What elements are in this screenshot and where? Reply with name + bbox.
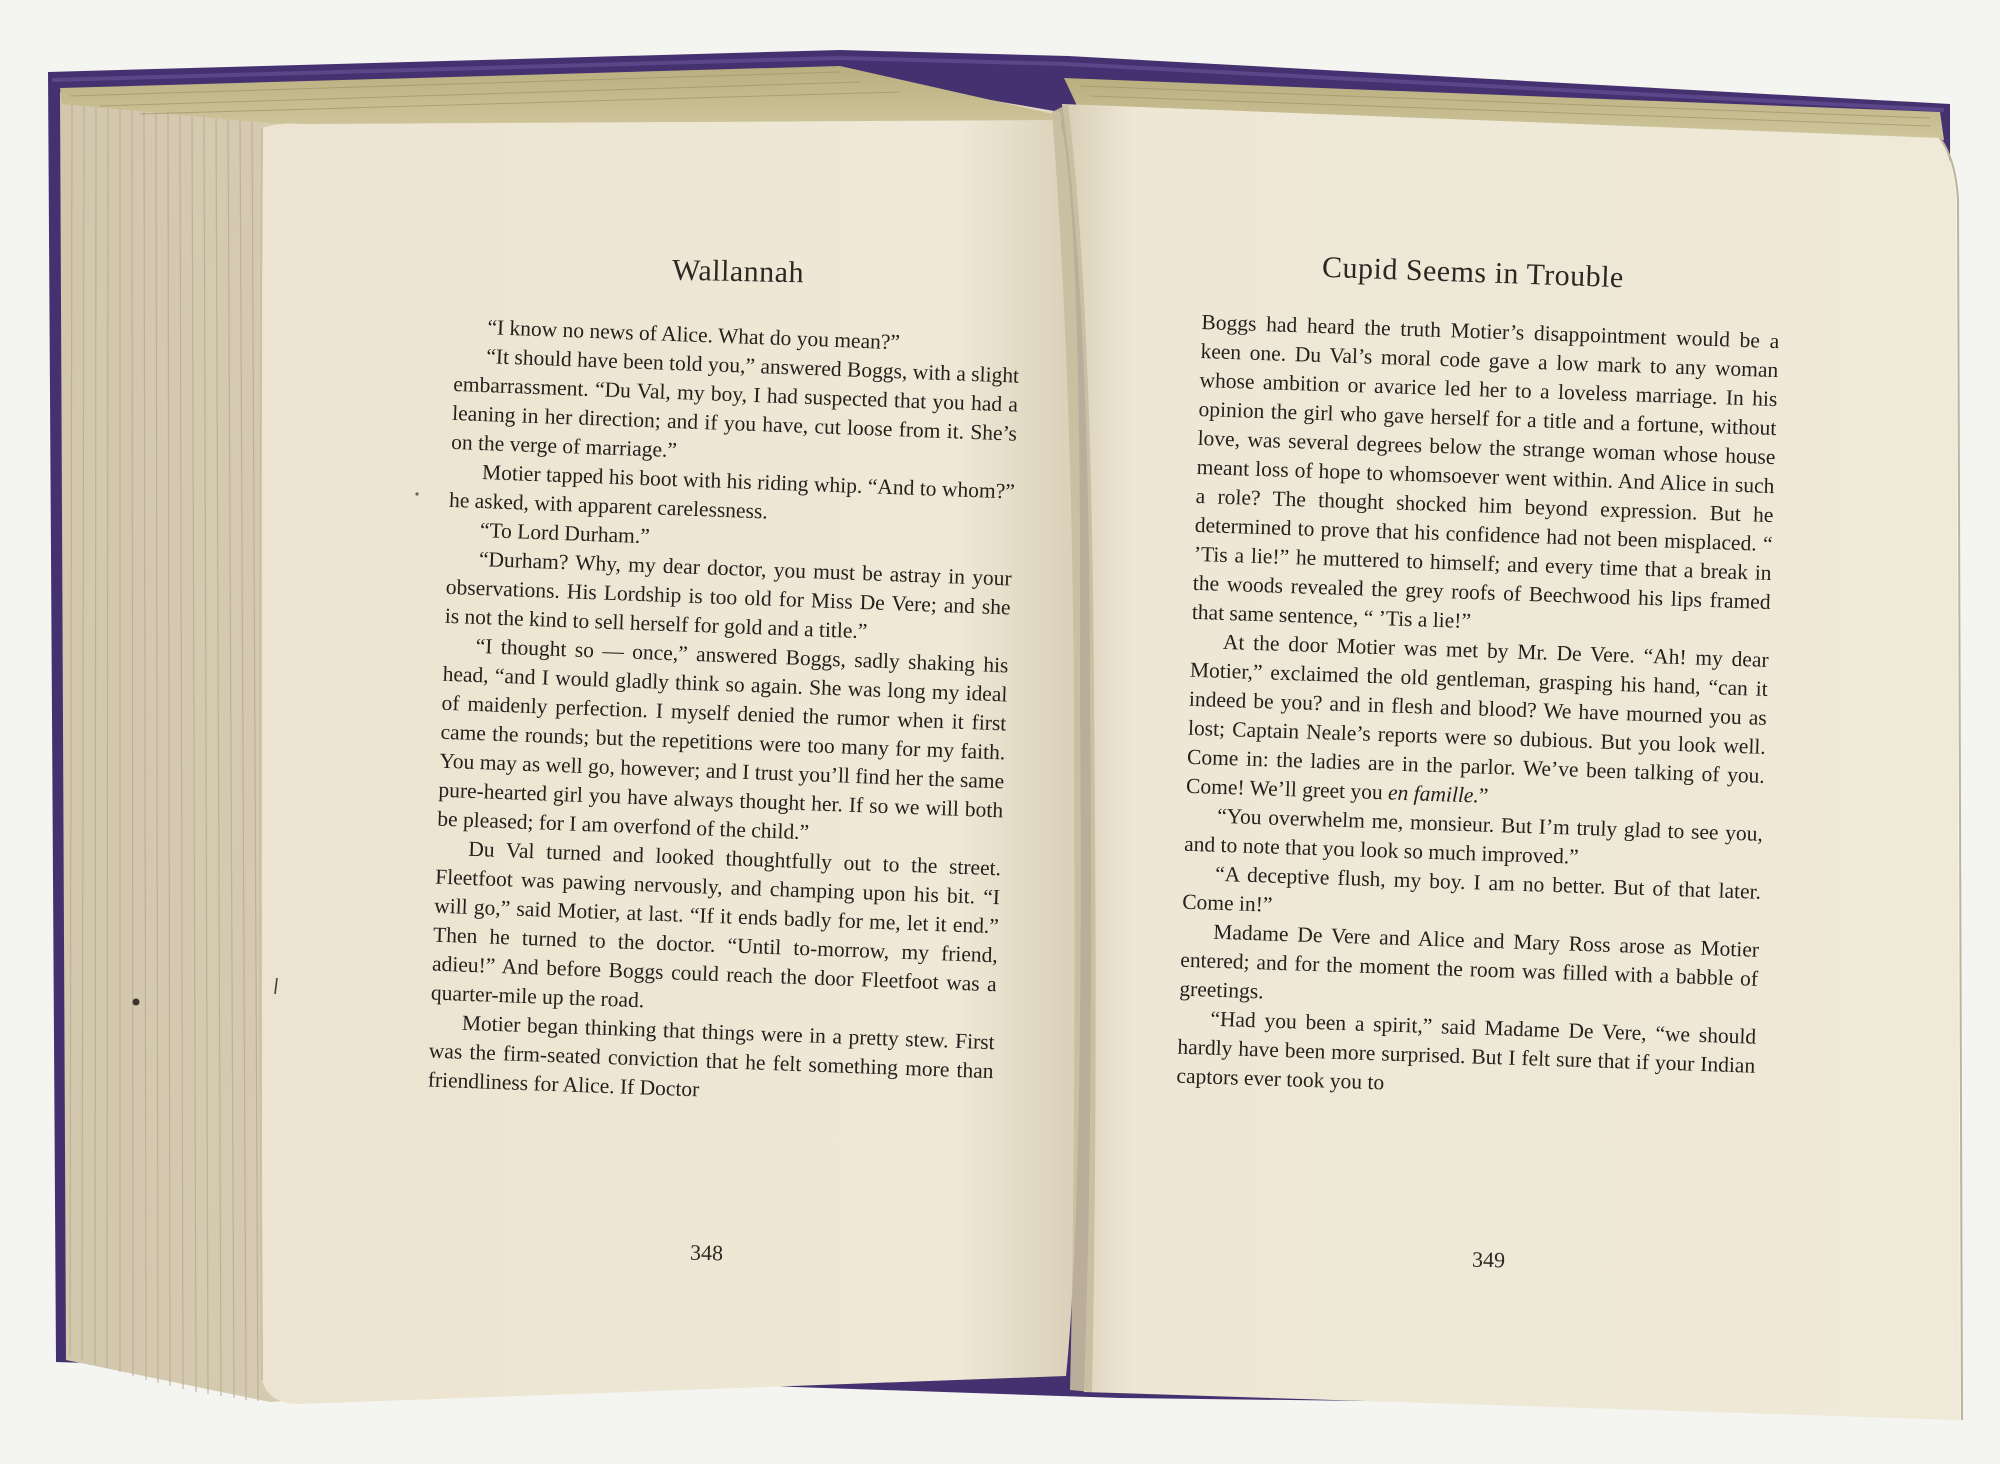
paragraph: “Had you been a spirit,” said Madame De Vere, “we should hardly have been more surprised. But I felt sure that if your Indian captors ever took you to xyxy=(1176,1006,1757,1095)
running-head-right: Cupid Seems in Trouble xyxy=(1321,250,1625,295)
paragraph-text: At the door Motier was met by Mr. De Vere. “Ah! my dear Motier,” exclaimed the old gentleman, grasping his hand, “can it indeed be you? and in flesh and blood? We have mourned you as lost; Captain Neale’s reports were so dubious. But you look well. Come in: the ladies are in the parlor. We’ve been talking of you. Come! We’ll greet you xyxy=(1185,629,1770,805)
paragraph: “I know no news of Alice. What do you mean?” xyxy=(487,315,901,355)
paragraph: “A deceptive flush, my boy. I am no better. But of that later. Come in!” xyxy=(1181,861,1762,917)
paragraph: Motier began thinking that things were in a pretty stew. First was the firm-seated conviction that he felt something more than friendliness for Alice. If Doctor xyxy=(427,1010,996,1102)
paragraph: “To Lord Durham.” xyxy=(479,518,651,549)
paragraph: “You overwhelm me, monsieur. But I’m truly glad to see you, and to note that you look so much improved.” xyxy=(1183,803,1764,869)
page-number-right: 349 xyxy=(1471,1246,1506,1273)
ink-speck xyxy=(133,999,140,1006)
paragraph: Madame De Vere and Alice and Mary Ross arose as Motier entered; and for the moment the room was filled with a babble of greetings. xyxy=(1179,919,1760,1004)
paragraph: “Durham? Why, my dear doctor, you must be astray in your observations. His Lordship is too old for Miss De Vere; and she is not the kind to sell herself for gold and a title.” xyxy=(444,547,1013,644)
left-page-body xyxy=(427,312,1020,1115)
paragraph: Motier tapped his boot with his riding whip. “And to whom?” he asked, with apparent carelessness. xyxy=(448,460,1016,524)
running-head-left: Wallannah xyxy=(671,253,805,290)
paragraph: “It should have been told you,” answered Boggs, with a slight embarrassment. “Du Val, my boy, I had suspected that you had a leaning in her direction; and if you have, cut loose from it. She’s on the verge of marriage.” xyxy=(450,344,1020,463)
page-number-left: 348 xyxy=(689,1239,724,1266)
italic-phrase: en famille. xyxy=(1387,780,1480,808)
paragraph: Du Val turned and looked thoughtfully out to the street. Fleetfoot was pawing nervously, and champing upon his bit. “I will go,” said Motier, at last. “If it ends badly for me, let it end.” Then he turned to the doctor. “Until to-morrow, my friend, adieu!” And before Boggs could reach the door Fleetfoot was a quarter-mile up the road. xyxy=(430,836,1002,1013)
paragraph: “I thought so — once,” answered Boggs, sadly shaking his head, “and I would gladly think so again. She was long my ideal of maidenly perfection. I myself denied the rumor when it first came the rounds; but the repetitions were too many for my faith. You may as well go, however; and I trust you’ll find her the same pure-hearted girl you have always thought her. If so we will both be pleased; for I am overfond of the child.” xyxy=(436,633,1009,845)
paragraph-continuation: Boggs had heard the truth Motier’s disappointment would be a keen one. Du Val’s moral code gave a low mark to any woman whose ambition or avarice led her to a loveless marriage. In his opinion the girl who gave herself for a title and a fortune, without love, was several degrees below the strange woman whose house meant loss of hope to whomsoever went within. And Alice in such a role? The thought shocked him beyond expression. But he determined to prove that his confidence had not been misplaced. “ ’Tis a lie!” he muttered to himself; and every time that a break in the woods revealed the grey roofs of Beechwood his lips framed that same sentence, “ ’Tis a lie!” xyxy=(1191,309,1780,634)
closing-quote: ” xyxy=(1478,783,1489,808)
paragraph xyxy=(1186,627,1769,820)
right-page-body xyxy=(1176,308,1780,1110)
